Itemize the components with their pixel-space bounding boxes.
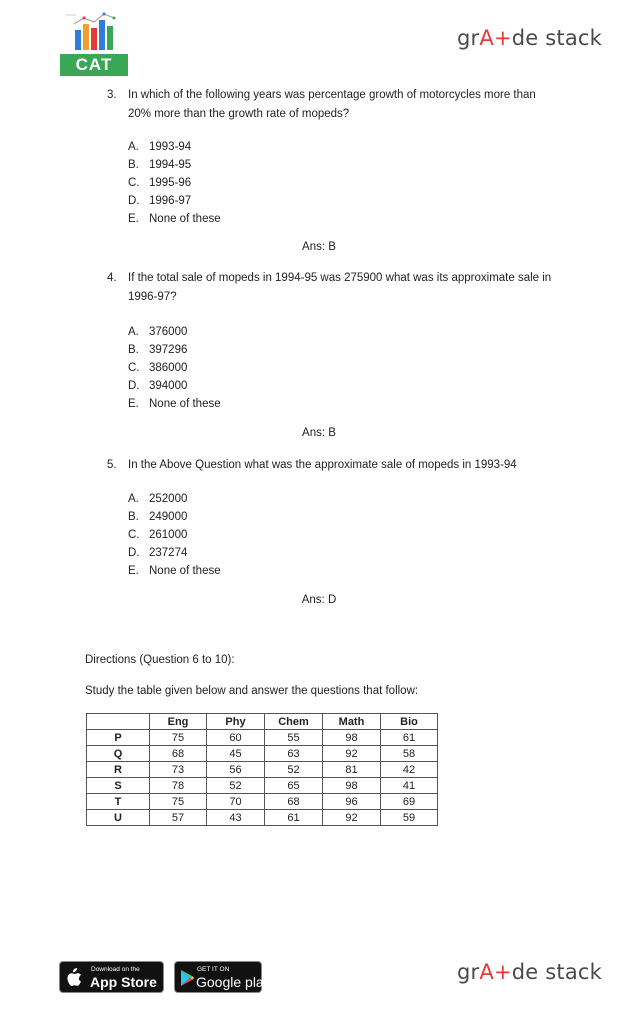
table-corner-cell bbox=[87, 714, 150, 730]
marks-table bbox=[86, 713, 438, 826]
brand-plus: A+ bbox=[479, 960, 512, 984]
table-row bbox=[87, 746, 438, 762]
table-row bbox=[87, 810, 438, 826]
google-play-badge[interactable] bbox=[174, 961, 271, 993]
directions-heading: Directions (Question 6 to 10): bbox=[85, 654, 235, 666]
row-label: R bbox=[87, 762, 150, 778]
options-list bbox=[128, 490, 221, 580]
brand-right: de stack bbox=[511, 26, 603, 50]
brand-right: de stack bbox=[511, 960, 603, 984]
option-c: C. 386000 bbox=[128, 362, 188, 374]
table-row bbox=[87, 794, 438, 810]
column-header: Chem bbox=[265, 714, 323, 730]
question-text: In which of the following years was percentage growth of motorcycles more than 20% more than the growth rate of mopeds? bbox=[128, 89, 536, 120]
option-c: C. 1995-96 bbox=[128, 177, 192, 189]
option-a: A. 252000 bbox=[128, 493, 188, 505]
table-cell: 52 bbox=[265, 762, 323, 778]
row-label: U bbox=[87, 810, 150, 826]
option-b: B. 249000 bbox=[128, 511, 188, 523]
row-label: T bbox=[87, 794, 150, 810]
table-row bbox=[87, 730, 438, 746]
table-cell: 73 bbox=[150, 762, 207, 778]
cat-logo-label: CAT bbox=[60, 54, 128, 76]
question-number: 5. bbox=[107, 459, 117, 471]
option-a: A. 376000 bbox=[128, 326, 188, 338]
option-a: A. 1993-94 bbox=[128, 141, 192, 153]
gradestack-logo-footer bbox=[457, 960, 602, 984]
option-d: D. 394000 bbox=[128, 380, 188, 392]
question-5 bbox=[107, 456, 557, 475]
table-cell: 61 bbox=[381, 730, 438, 746]
table-cell: 68 bbox=[150, 746, 207, 762]
option-b: B. 1994-95 bbox=[128, 159, 192, 171]
table-cell: 60 bbox=[207, 730, 265, 746]
table-cell: 58 bbox=[381, 746, 438, 762]
table-cell: 98 bbox=[323, 778, 381, 794]
table-cell: 57 bbox=[150, 810, 207, 826]
option-c: C. 261000 bbox=[128, 529, 188, 541]
app-store-badge[interactable] bbox=[59, 961, 164, 993]
table-cell: 92 bbox=[323, 746, 381, 762]
brand-plus: A+ bbox=[479, 26, 512, 50]
row-label: P bbox=[87, 730, 150, 746]
table-cell: 68 bbox=[265, 794, 323, 810]
table-cell: 43 bbox=[207, 810, 265, 826]
bar-chart-icon bbox=[66, 10, 122, 52]
answer-text: Ans: B bbox=[302, 427, 336, 439]
table-cell: 45 bbox=[207, 746, 265, 762]
table-cell: 59 bbox=[381, 810, 438, 826]
google-play-icon bbox=[181, 970, 194, 986]
option-d: D. 1996-97 bbox=[128, 195, 192, 207]
option-e: E. None of these bbox=[128, 565, 221, 577]
table-cell: 81 bbox=[323, 762, 381, 778]
question-number: 4. bbox=[107, 272, 117, 284]
table-cell: 63 bbox=[265, 746, 323, 762]
google-play-label: Google play bbox=[196, 974, 271, 990]
table-cell: 61 bbox=[265, 810, 323, 826]
table-cell: 52 bbox=[207, 778, 265, 794]
table-cell: 65 bbox=[265, 778, 323, 794]
app-store-small-text: Download on the bbox=[91, 966, 140, 973]
question-text: If the total sale of mopeds in 1994-95 was 275900 what was its approximate sale in 1996-97? bbox=[128, 272, 552, 303]
cat-logo bbox=[60, 10, 128, 76]
row-label: S bbox=[87, 778, 150, 794]
table-cell: 75 bbox=[150, 794, 207, 810]
table-cell: 42 bbox=[381, 762, 438, 778]
table-cell: 41 bbox=[381, 778, 438, 794]
column-header: Phy bbox=[207, 714, 265, 730]
column-header: Eng bbox=[150, 714, 207, 730]
column-header: Bio bbox=[381, 714, 438, 730]
table-header-row bbox=[87, 714, 438, 730]
question-3 bbox=[107, 86, 557, 124]
table-cell: 69 bbox=[381, 794, 438, 810]
column-header: Math bbox=[323, 714, 381, 730]
table-instruction: Study the table given below and answer the questions that follow: bbox=[85, 685, 419, 697]
table-cell: 55 bbox=[265, 730, 323, 746]
table-cell: 96 bbox=[323, 794, 381, 810]
option-d: D. 237274 bbox=[128, 547, 188, 559]
answer-text: Ans: B bbox=[302, 241, 336, 253]
google-play-small-text: GET IT ON bbox=[197, 966, 230, 973]
option-e: E. None of these bbox=[128, 398, 221, 410]
apple-icon bbox=[66, 968, 82, 987]
brand-left: gr bbox=[457, 960, 480, 984]
table-cell: 98 bbox=[323, 730, 381, 746]
options-list bbox=[128, 323, 221, 413]
table-cell: 56 bbox=[207, 762, 265, 778]
question-4 bbox=[107, 269, 557, 307]
gradestack-logo bbox=[457, 26, 602, 50]
app-store-label: App Store bbox=[90, 974, 157, 990]
question-number: 3. bbox=[107, 89, 117, 101]
option-b: B. 397296 bbox=[128, 344, 188, 356]
table-cell: 75 bbox=[150, 730, 207, 746]
brand-left: gr bbox=[457, 26, 480, 50]
row-label: Q bbox=[87, 746, 150, 762]
answer-text: Ans: D bbox=[301, 594, 337, 606]
options-list bbox=[128, 138, 221, 228]
table-row bbox=[87, 778, 438, 794]
table-row bbox=[87, 762, 438, 778]
question-text: In the Above Question what was the approximate sale of mopeds in 1993-94 bbox=[128, 459, 517, 471]
table-cell: 92 bbox=[323, 810, 381, 826]
option-e: E. None of these bbox=[128, 213, 221, 225]
table-cell: 70 bbox=[207, 794, 265, 810]
table-cell: 78 bbox=[150, 778, 207, 794]
